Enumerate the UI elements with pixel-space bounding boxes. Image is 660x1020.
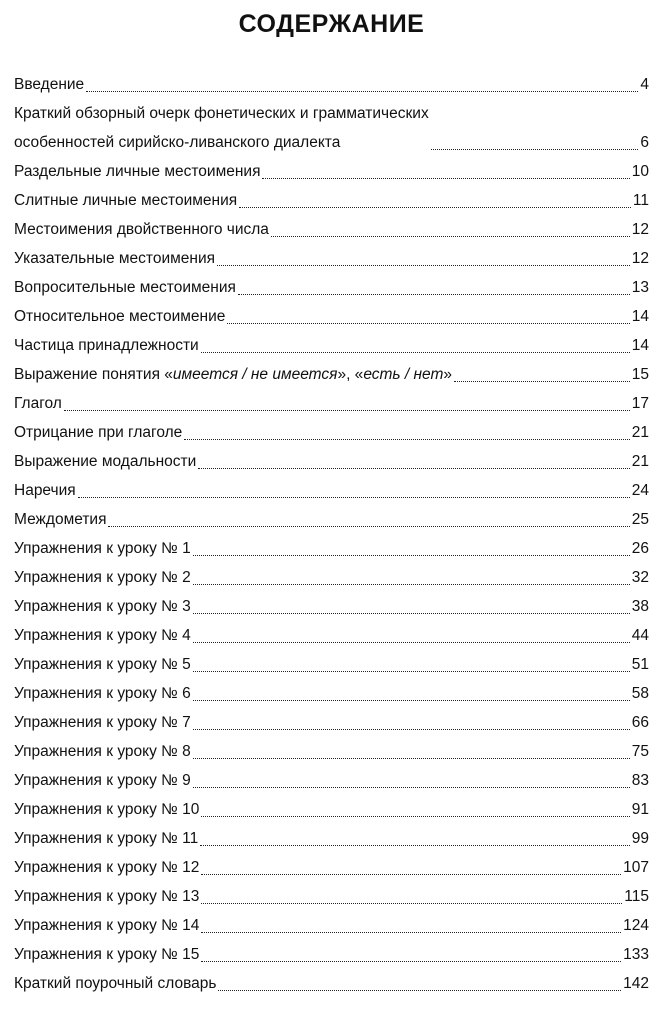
toc-page-number: 142	[623, 975, 649, 992]
dot-leader	[64, 410, 630, 411]
toc-page-number: 133	[623, 946, 649, 963]
toc-entry-verb-negation[interactable]	[14, 418, 649, 447]
toc-entry-label: Упражнения к уроку № 7	[14, 714, 191, 731]
toc-entry-exercises-lesson-6[interactable]	[14, 679, 649, 708]
toc-page-number: 12	[631, 250, 649, 267]
dot-leader	[193, 700, 630, 701]
dot-leader	[200, 845, 630, 846]
toc-entry-exercises-lesson-1[interactable]	[14, 534, 649, 563]
toc-page-number: 58	[631, 685, 649, 702]
dot-leader	[201, 903, 622, 904]
toc-label-italic-part: имеется / не имеется	[172, 366, 338, 383]
toc-entry-label: Выражение модальности	[14, 453, 197, 470]
toc-page-number: 66	[631, 714, 649, 731]
toc-page-number: 75	[631, 743, 649, 760]
toc-entry-exercises-lesson-9[interactable]	[14, 766, 649, 795]
dot-leader	[201, 961, 621, 962]
toc-entry-label: Упражнения к уроку № 8	[14, 743, 191, 760]
dot-leader	[86, 91, 638, 92]
toc-label-italic-part: есть / нет	[363, 366, 444, 383]
toc-entry-label: Относительное местоимение	[14, 308, 226, 325]
toc-entry-label: Упражнения к уроку № 12	[14, 859, 200, 876]
toc-page-number: 83	[631, 772, 649, 789]
toc-entry-label: Местоимения двойственного числа	[14, 221, 269, 238]
toc-page-number: 107	[623, 859, 649, 876]
toc-entry-label: Краткий поурочный словарь	[14, 975, 217, 992]
toc-entry-label: Слитные личные местоимения	[14, 192, 238, 209]
toc-page-number: 10	[631, 163, 649, 180]
toc-entry-label: Упражнения к уроку № 4	[14, 627, 191, 644]
toc-entry-label: Упражнения к уроку № 1	[14, 540, 191, 557]
toc-entry-label: Упражнения к уроку № 9	[14, 772, 191, 789]
toc-entry-label: Наречия	[14, 482, 76, 499]
dot-leader	[193, 671, 630, 672]
dot-leader	[201, 932, 621, 933]
toc-label-part: »	[443, 366, 453, 383]
dot-leader	[201, 816, 629, 817]
toc-entry-existence-expression[interactable]	[14, 360, 649, 389]
toc-entry-label: Упражнения к уроку № 14	[14, 917, 200, 934]
toc-page-number: 32	[631, 569, 649, 586]
toc-entry-exercises-lesson-15[interactable]	[14, 940, 649, 969]
toc-entry-label: Упражнения к уроку № 10	[14, 801, 200, 818]
toc-entry-label: Введение	[14, 76, 85, 93]
toc-entry-introduction[interactable]	[14, 70, 649, 99]
toc-page-number: 13	[631, 279, 649, 296]
toc-entry-interrogative-pronouns[interactable]	[14, 273, 649, 302]
toc-entry-suffixed-personal-pronouns[interactable]	[14, 186, 649, 215]
toc-page-number: 6	[640, 134, 649, 151]
toc-page-number: 115	[624, 888, 649, 905]
toc-entry-exercises-lesson-10[interactable]	[14, 795, 649, 824]
dot-leader	[201, 874, 621, 875]
toc-entry-lesson-dictionary[interactable]	[14, 969, 649, 998]
toc-entry-exercises-lesson-13[interactable]	[14, 882, 649, 911]
dot-leader	[201, 352, 630, 353]
dot-leader	[108, 526, 629, 527]
toc-entry-modality[interactable]	[14, 447, 649, 476]
toc-entry-exercises-lesson-11[interactable]	[14, 824, 649, 853]
toc-entry-label-line-2: особенностей сирийско-ливанского диалекта	[14, 134, 341, 151]
toc-entry-interjections[interactable]	[14, 505, 649, 534]
dot-leader	[193, 613, 630, 614]
toc-entry-label: Упражнения к уроку № 15	[14, 946, 200, 963]
toc-entry-dual-pronouns[interactable]	[14, 215, 649, 244]
dot-leader	[227, 323, 629, 324]
dot-leader	[193, 584, 630, 585]
toc-page-number: 91	[631, 801, 649, 818]
table-of-contents	[14, 70, 649, 998]
toc-entry-label	[14, 360, 452, 389]
toc-entry-label: Упражнения к уроку № 5	[14, 656, 191, 673]
toc-entry-relative-pronoun[interactable]	[14, 302, 649, 331]
toc-entry-demonstrative-pronouns[interactable]	[14, 244, 649, 273]
toc-page-number: 51	[631, 656, 649, 673]
toc-page-number: 44	[631, 627, 649, 644]
page-title: СОДЕРЖАНИЕ	[238, 10, 425, 38]
dot-leader	[193, 555, 630, 556]
dot-leader	[217, 265, 630, 266]
toc-entry-adverbs[interactable]	[14, 476, 649, 505]
toc-entry-label	[14, 99, 429, 157]
toc-page-number: 21	[631, 453, 649, 470]
dot-leader	[238, 294, 630, 295]
toc-page-number: 99	[631, 830, 649, 847]
toc-entry-exercises-lesson-7[interactable]	[14, 708, 649, 737]
toc-entry-verb[interactable]	[14, 389, 649, 418]
toc-entry-exercises-lesson-5[interactable]	[14, 650, 649, 679]
toc-page-number: 15	[631, 366, 649, 383]
dot-leader	[78, 497, 630, 498]
toc-entry-label: Частица принадлежности	[14, 337, 199, 354]
toc-entry-label: Упражнения к уроку № 2	[14, 569, 191, 586]
dot-leader	[431, 149, 639, 150]
toc-entry-phonetics-grammar-overview[interactable]	[14, 99, 649, 157]
toc-page-number: 17	[631, 395, 649, 412]
toc-entry-exercises-lesson-12[interactable]	[14, 853, 649, 882]
toc-entry-label: Вопросительные местоимения	[14, 279, 236, 296]
toc-page-number: 124	[623, 917, 649, 934]
dot-leader	[193, 729, 630, 730]
toc-page-number: 14	[631, 337, 649, 354]
toc-page-number: 12	[631, 221, 649, 238]
toc-page-number: 4	[640, 76, 649, 93]
dot-leader	[193, 787, 630, 788]
toc-page-number: 24	[631, 482, 649, 499]
dot-leader	[198, 468, 629, 469]
toc-entry-possessive-particle[interactable]	[14, 331, 649, 360]
toc-entry-exercises-lesson-8[interactable]	[14, 737, 649, 766]
toc-page-number: 26	[631, 540, 649, 557]
toc-entry-label: Отрицание при глаголе	[14, 424, 183, 441]
dot-leader	[184, 439, 629, 440]
toc-entry-label: Упражнения к уроку № 11	[14, 830, 199, 847]
toc-entry-label: Раздельные личные местоимения	[14, 163, 261, 180]
toc-label-part: Выражение понятия «	[14, 366, 173, 383]
dot-leader	[218, 990, 621, 991]
dot-leader	[271, 236, 630, 237]
toc-label-part: », «	[337, 366, 364, 383]
toc-page-number: 14	[631, 308, 649, 325]
toc-page-number: 11	[632, 192, 649, 209]
toc-page-number: 25	[631, 511, 649, 528]
toc-entry-exercises-lesson-3[interactable]	[14, 592, 649, 621]
toc-entry-exercises-lesson-14[interactable]	[14, 911, 649, 940]
dot-leader	[454, 381, 630, 382]
toc-page-number: 38	[631, 598, 649, 615]
toc-entry-label: Указательные местоимения	[14, 250, 216, 267]
dot-leader	[262, 178, 629, 179]
toc-entry-label: Упражнения к уроку № 3	[14, 598, 191, 615]
toc-entry-label: Междометия	[14, 511, 107, 528]
dot-leader	[193, 758, 630, 759]
toc-entry-label: Упражнения к уроку № 6	[14, 685, 191, 702]
toc-entry-exercises-lesson-2[interactable]	[14, 563, 649, 592]
toc-entry-exercises-lesson-4[interactable]	[14, 621, 649, 650]
dot-leader	[193, 642, 630, 643]
dot-leader	[239, 207, 631, 208]
toc-entry-label-line-1: Краткий обзорный очерк фонетических и грамматических	[14, 105, 429, 122]
toc-entry-label: Упражнения к уроку № 13	[14, 888, 200, 905]
toc-entry-separate-personal-pronouns[interactable]	[14, 157, 649, 186]
toc-entry-label: Глагол	[14, 395, 62, 412]
toc-page-number: 21	[631, 424, 649, 441]
